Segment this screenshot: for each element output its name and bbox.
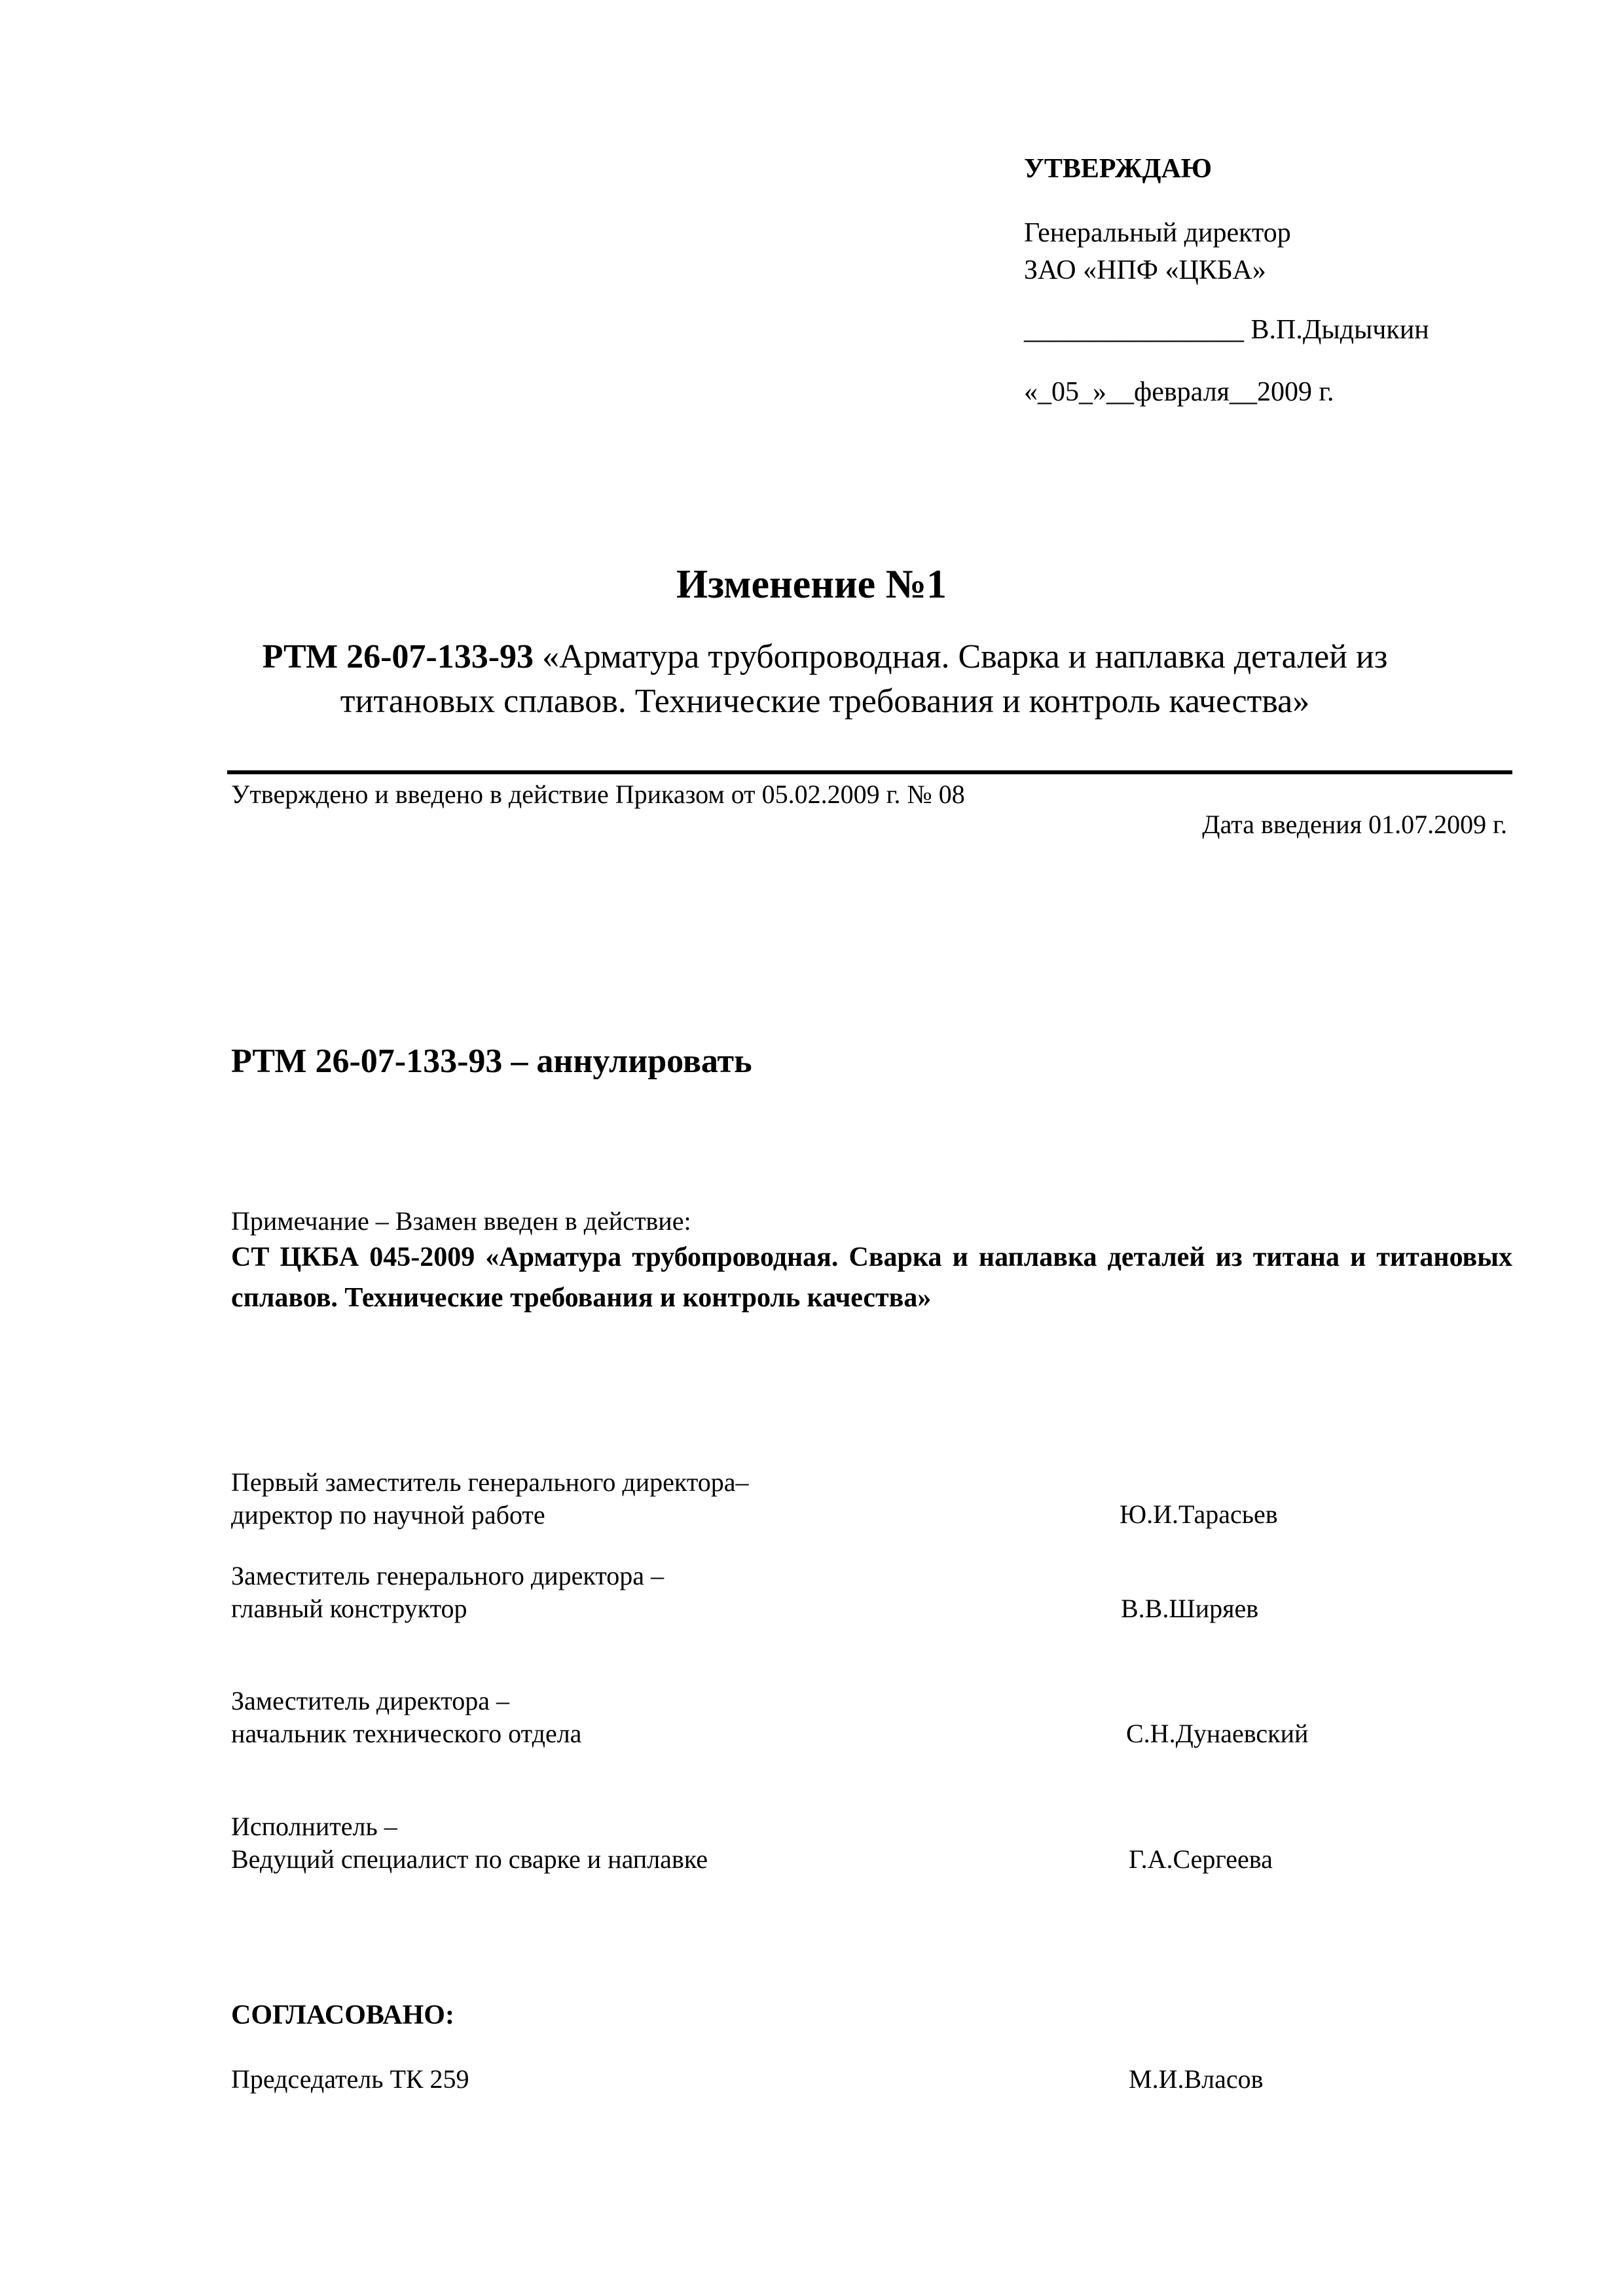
signatory-name: Г.А.Сергеева [1129, 1844, 1273, 1874]
note-label: Примечание – Взамен введен в действие: [231, 1206, 691, 1236]
approval-date: «_05_»__февраля__2009 г. [1024, 377, 1334, 407]
agreed-name: М.И.Власов [1129, 2064, 1264, 2094]
signatory-title [231, 1685, 951, 1750]
document-subtitle [183, 635, 1467, 724]
signatory-name: С.Н.Дунаевский [1126, 1719, 1309, 1748]
header-divider [227, 770, 1512, 774]
signatory-title-text: Заместитель директора – начальник технического отдела [231, 1686, 582, 1748]
document-title: Изменение №1 [676, 562, 947, 607]
signatory-title [231, 1466, 951, 1532]
introduction-date: Дата введения 01.07.2009 г. [1202, 810, 1507, 839]
approval-organization: ЗАО «НПФ «ЦКБА» [1024, 255, 1266, 285]
signatory-title-text: Заместитель генерального директора – главный конструктор [231, 1561, 664, 1623]
signatory-name: В.В.Ширяев [1121, 1594, 1259, 1623]
agreed-heading: СОГЛАСОВАНО: [231, 2000, 454, 2030]
subtitle-code: РТМ 26-07-133-93 [262, 638, 534, 675]
signatory-title-text: Первый заместитель генерального директора– директор по научной работе [231, 1467, 749, 1530]
signatory-name: Ю.И.Тарасьев [1120, 1499, 1278, 1529]
approval-position: Генеральный директор [1024, 218, 1291, 248]
subtitle-text: «Арматура трубопроводная. Сварка и наплавка деталей из титановых сплавов. Технические требования и контроль качества» [340, 638, 1388, 720]
order-line: Утверждено и введено в действие Приказом от 05.02.2009 г. № 08 [231, 780, 965, 809]
approval-heading: УТВЕРЖДАЮ [1024, 154, 1213, 184]
signatory-title [231, 1810, 951, 1876]
signatory-title [231, 1560, 951, 1625]
annulment-statement: РТМ 26-07-133-93 – аннулировать [231, 1043, 752, 1080]
agreed-position: Председатель ТК 259 [231, 2064, 469, 2094]
signatory-title-text: Исполнитель – Ведущий специалист по сварке и наплавке [231, 1812, 708, 1874]
note-text: СТ ЦКБА 045-2009 «Арматура трубопроводная. Сварка и наплавка деталей из титана и титановых сплавов. Технические требования и контроль качества» [231, 1242, 1512, 1313]
approval-signature-line: ________________ В.П.Дыдычкин [1024, 315, 1429, 345]
